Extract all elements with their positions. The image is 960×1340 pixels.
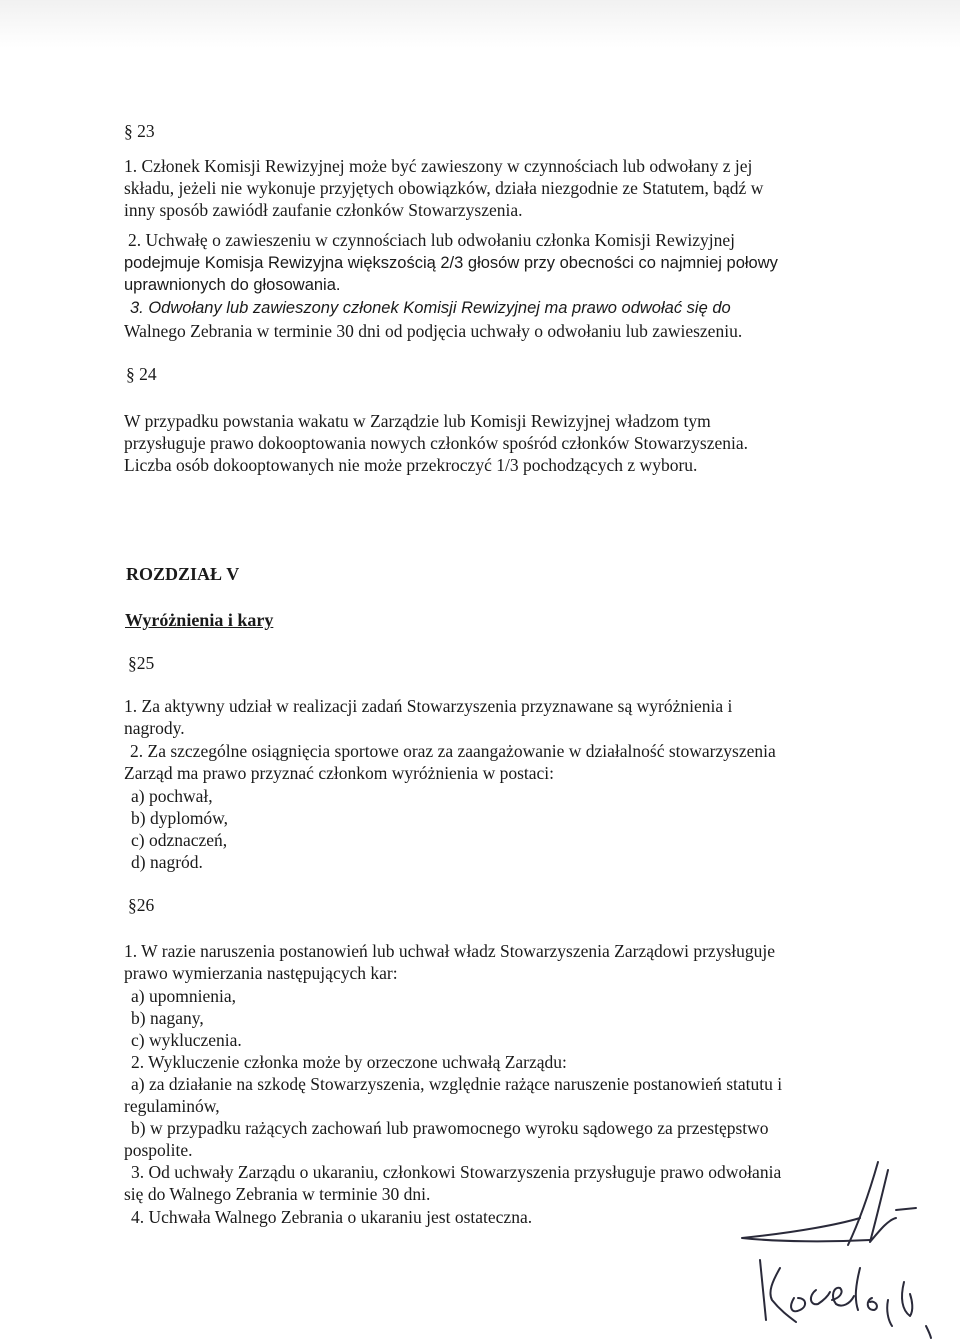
par25-item-a: a) pochwał,	[131, 786, 213, 806]
par23-line-1: 1. Członek Komisji Rewizyjnej może być zawieszony w czynnościach lub odwołany z jej	[124, 156, 753, 176]
par25-line-2: nagrody.	[124, 718, 185, 738]
par25-line-1: 1. Za aktywny udział w realizacji zadań Stowarzyszenia przyznawane są wyróżnienia i	[124, 696, 733, 716]
chapter-subtitle: Wyróżnienia i kary	[125, 610, 274, 630]
handwritten-signature	[720, 1150, 960, 1340]
par24-line-2: przysługuje prawo dokooptowania nowych członków spośród członków Stowarzyszenia.	[124, 433, 749, 453]
par23-line-4: 2. Uchwałę o zawieszeniu w czynnościach lub odwołaniu członka Komisji Rewizyjnej	[128, 230, 735, 250]
par26-item-c: c) wykluczenia.	[131, 1030, 242, 1050]
par26-line-13: 4. Uchwała Walnego Zebrania o ukaraniu jest ostateczna.	[131, 1207, 533, 1227]
par23-line-8: Walnego Zebrania w terminie 30 dni od podjęcia uchwały o odwołaniu lub zawieszeniu.	[124, 321, 743, 341]
section-header-25: §25	[128, 653, 155, 673]
section-header-24: § 24	[126, 364, 157, 384]
par25-item-b: b) dyplomów,	[131, 808, 229, 828]
par26-line-12: się do Walnego Zebrania w terminie 30 dni.	[124, 1184, 431, 1204]
par26-item-a: a) upomnienia,	[131, 986, 236, 1006]
section-header-23: § 23	[124, 121, 155, 141]
par26-line-7: a) za działanie na szkodę Stowarzyszenia, względnie rażące naruszenie postanowień statutu i	[131, 1074, 783, 1094]
par26-line-11: 3. Od uchwały Zarządu o ukaraniu, członkowi Stowarzyszenia przysługuje prawo odwołania	[131, 1162, 782, 1182]
par25-line-3: 2. Za szczególne osiągnięcia sportowe oraz za zaangażowanie w działalność stowarzyszenia	[130, 741, 776, 761]
par25-item-d: d) nagród.	[131, 852, 203, 872]
par23-line-3: inny sposób zawiódł zaufanie członków Stowarzyszenia.	[124, 200, 523, 220]
par26-line-1: 1. W razie naruszenia postanowień lub uchwał władz Stowarzyszenia Zarządowi przysługuje	[124, 941, 775, 961]
par26-line-8: regulaminów,	[124, 1096, 220, 1116]
par24-line-3: Liczba osób dokooptowanych nie może przekroczyć 1/3 pochodzących z wyboru.	[124, 455, 698, 475]
par26-line-9: b) w przypadku rażących zachowań lub prawomocnego wyroku sądowego za przestępstwo	[131, 1118, 769, 1138]
par23-line-5: podejmuje Komisja Rewizyjna większością 2/3 głosów przy obecności co najmniej połowy	[124, 254, 778, 272]
par26-line-10: pospolite.	[124, 1140, 193, 1160]
chapter-title: ROZDZIAŁ V	[126, 564, 240, 584]
par23-line-6: uprawnionych do głosowania.	[124, 276, 341, 294]
section-header-26: §26	[128, 895, 155, 915]
par25-line-4: Zarząd ma prawo przyznać członkom wyróżnienia w postaci:	[124, 763, 555, 783]
par23-line-7: 3. Odwołany lub zawieszony członek Komisji Rewizyjnej ma prawo odwołać się do	[130, 299, 731, 317]
par25-item-c: c) odznaczeń,	[131, 830, 228, 850]
par23-line-2: składu, jeżeli nie wykonuje przyjętych obowiązków, działa niezgodnie ze Statutem, bądź w	[124, 178, 764, 198]
par24-line-1: W przypadku powstania wakatu w Zarządzie lub Komisji Rewizyjnej władzom tym	[124, 411, 711, 431]
par26-line-6: 2. Wykluczenie członka może by orzeczone uchwałą Zarządu:	[131, 1052, 567, 1072]
scan-shadow	[0, 0, 960, 48]
par26-item-b: b) nagany,	[131, 1008, 204, 1028]
par26-line-2: prawo wymierzania następujących kar:	[124, 963, 398, 983]
